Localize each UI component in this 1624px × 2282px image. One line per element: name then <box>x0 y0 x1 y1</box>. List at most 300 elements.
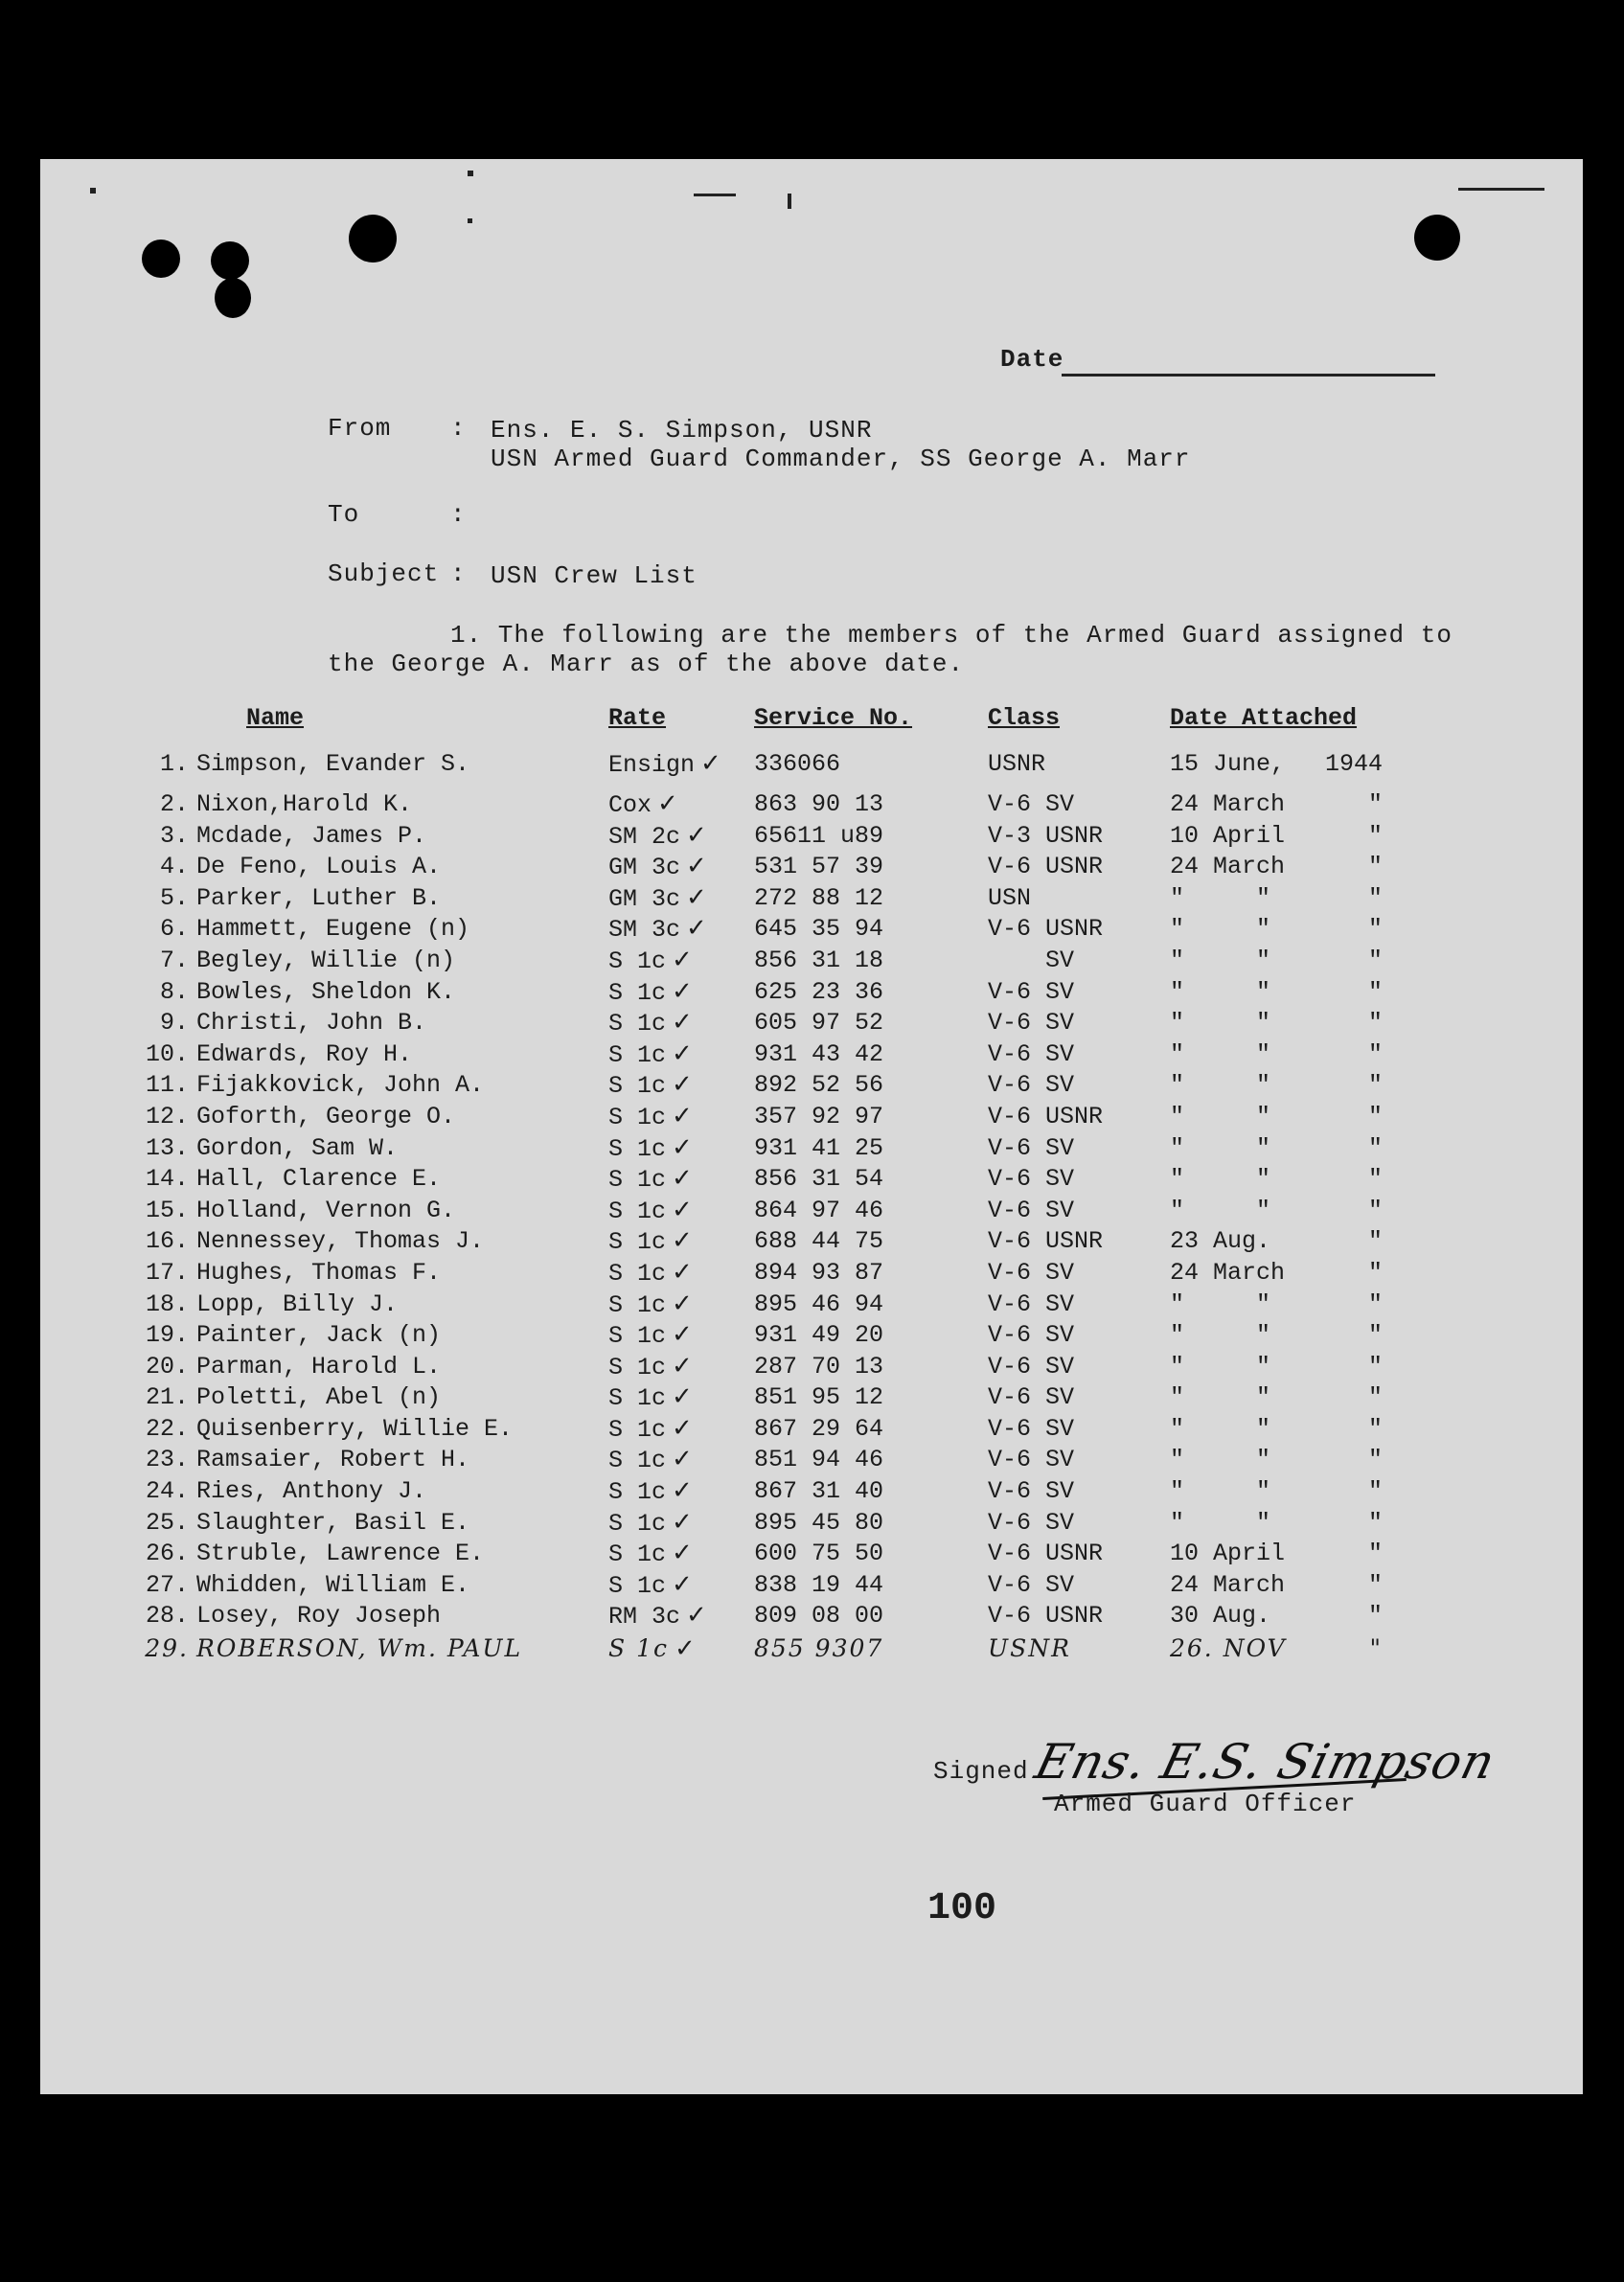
crew-service-no: 931 41 25 <box>754 1133 884 1162</box>
table-row <box>139 789 1383 821</box>
from-separator: : <box>450 414 467 443</box>
crew-table-body <box>139 740 1383 1665</box>
crew-date-year: " <box>1369 1633 1384 1662</box>
punch-hole <box>142 240 180 278</box>
crew-class: V-6 SV <box>988 1321 1075 1350</box>
crew-class: V-6 USNR <box>988 1540 1104 1568</box>
table-row <box>139 1289 1383 1321</box>
crew-service-no: 851 95 12 <box>754 1383 884 1412</box>
check-mark-icon: ✓ <box>672 976 693 1006</box>
crew-date-attached: " " <box>1170 1352 1271 1381</box>
punch-hole <box>215 278 251 318</box>
crew-rate <box>608 1539 754 1570</box>
crew-rate <box>608 1352 754 1383</box>
crew-date-year: " <box>1368 790 1384 818</box>
speck <box>1458 188 1544 191</box>
crew-service-no: 867 31 40 <box>754 1477 884 1506</box>
crew-name: Lopp, Billy J. <box>196 1289 399 1318</box>
table-row <box>139 977 1383 1009</box>
check-mark-icon: ✓ <box>700 748 721 778</box>
crew-class: V-6 SV <box>988 790 1075 818</box>
rate-value: S 1c <box>608 1259 667 1288</box>
crew-rate <box>608 1070 754 1102</box>
rate-value: S 1c <box>608 1197 667 1225</box>
crew-service-no: 856 31 54 <box>754 1165 884 1194</box>
crew-rate <box>608 1632 754 1665</box>
crew-rate <box>608 740 754 789</box>
signed-label: Signed <box>933 1757 1029 1786</box>
crew-date-year: " <box>1368 1414 1384 1443</box>
crew-date-attached: " " <box>1170 1071 1271 1100</box>
check-mark-icon: ✓ <box>672 1476 693 1506</box>
row-number: 9. <box>159 1009 189 1038</box>
row-number: 23. <box>145 1446 189 1474</box>
crew-service-no: 809 08 00 <box>754 1602 884 1631</box>
crew-service-no: 931 49 20 <box>754 1321 884 1350</box>
crew-rate <box>608 1508 754 1540</box>
row-number: 5. <box>159 883 189 912</box>
speck <box>90 188 96 194</box>
rate-value: S 1c <box>608 1322 667 1351</box>
crew-service-no: 600 75 50 <box>754 1540 884 1568</box>
row-number: 16. <box>145 1227 189 1256</box>
crew-name: Ries, Anthony J. <box>196 1477 427 1506</box>
crew-class: V-6 SV <box>988 1258 1075 1287</box>
rate-value: S 1c <box>608 947 667 975</box>
crew-name: Begley, Willie (n) <box>196 946 456 974</box>
crew-class: USNR <box>988 749 1046 778</box>
crew-date-year: " <box>1368 1602 1384 1631</box>
row-number: 25. <box>145 1508 189 1537</box>
crew-name: Hughes, Thomas F. <box>196 1258 442 1287</box>
rate-value: S 1c <box>608 1228 667 1257</box>
crew-rate <box>608 1226 754 1258</box>
subject-separator: : <box>450 559 467 588</box>
crew-date-attached: 30 Aug. <box>1170 1602 1271 1631</box>
crew-name: Holland, Vernon G. <box>196 1196 456 1224</box>
from-label: From <box>328 414 392 443</box>
check-mark-icon: ✓ <box>672 1539 693 1568</box>
crew-service-no: 357 92 97 <box>754 1102 884 1130</box>
crew-class: V-6 SV <box>988 1383 1075 1412</box>
rate-value: SM 2c <box>608 822 681 851</box>
row-number: 22. <box>145 1414 189 1443</box>
crew-date-attached: " " <box>1170 1446 1271 1474</box>
crew-date-year: " <box>1368 883 1384 912</box>
row-number: 12. <box>145 1102 189 1130</box>
check-mark-icon: ✓ <box>686 820 707 850</box>
crew-date-year: " <box>1368 853 1384 881</box>
table-row <box>139 1570 1383 1602</box>
crew-name: Ramsaier, Robert H. <box>196 1446 470 1474</box>
crew-name: Parker, Luther B. <box>196 883 442 912</box>
crew-name: Quisenberry, Willie E. <box>196 1414 514 1443</box>
check-mark-icon: ✓ <box>672 1195 693 1224</box>
crew-rate <box>608 946 754 977</box>
crew-date-year: " <box>1368 1102 1384 1130</box>
crew-name: Edwards, Roy H. <box>196 1039 413 1068</box>
row-number: 24. <box>145 1477 189 1506</box>
rate-value: S 1c <box>608 1040 667 1069</box>
rate-value: SM 3c <box>608 916 681 945</box>
table-row <box>139 1320 1383 1352</box>
crew-date-attached: 10 April <box>1170 821 1286 850</box>
row-number: 10. <box>145 1039 189 1068</box>
check-mark-icon: ✓ <box>672 1164 693 1194</box>
table-header-row <box>139 697 1383 740</box>
check-mark-icon: ✓ <box>672 1070 693 1100</box>
rate-value: RM 3c <box>608 1603 681 1632</box>
rate-value: S 1c <box>608 1134 667 1163</box>
check-mark-icon: ✓ <box>672 1351 693 1381</box>
column-header-class: Class <box>988 703 1061 732</box>
crew-rate <box>608 1102 754 1133</box>
crew-date-attached: 10 April <box>1170 1540 1286 1568</box>
crew-rate <box>608 1164 754 1196</box>
rate-value: S 1c <box>608 1010 667 1038</box>
crew-service-no: 336066 <box>754 749 841 778</box>
check-mark-icon: ✓ <box>672 1257 693 1287</box>
crew-date-attached: " " <box>1170 1477 1271 1506</box>
crew-service-no: 645 35 94 <box>754 915 884 944</box>
check-mark-icon: ✓ <box>672 1132 693 1162</box>
crew-name: Fijakkovick, John A. <box>196 1071 485 1100</box>
crew-date-attached: " " <box>1170 1196 1271 1224</box>
table-row <box>139 1226 1383 1258</box>
table-row <box>139 946 1383 977</box>
paragraph-line-2: the George A. Marr as of the above date. <box>328 650 965 678</box>
crew-date-year: " <box>1368 1321 1384 1350</box>
crew-rate <box>608 821 754 853</box>
punch-hole <box>349 215 397 262</box>
check-mark-icon: ✓ <box>674 1633 698 1663</box>
paragraph-line-1: 1. The following are the members of the Armed Guard assigned to <box>450 621 1452 650</box>
crew-date-year: " <box>1368 1540 1384 1568</box>
table-row <box>139 1352 1383 1383</box>
crew-class: V-6 USNR <box>988 1102 1104 1130</box>
officer-title: Armed Guard Officer <box>1054 1790 1357 1818</box>
table-row <box>139 1601 1383 1632</box>
crew-name: Goforth, George O. <box>196 1102 456 1130</box>
row-number: 17. <box>145 1258 189 1287</box>
punch-hole <box>211 241 249 280</box>
check-mark-icon: ✓ <box>672 1382 693 1412</box>
check-mark-icon: ✓ <box>657 789 678 818</box>
table-row <box>139 883 1383 915</box>
row-number: 8. <box>159 977 189 1006</box>
crew-rate <box>608 1414 754 1446</box>
table-row <box>139 821 1383 853</box>
table-row <box>139 852 1383 883</box>
signature: Ens. E.S. Simpson <box>1029 1734 1501 1790</box>
column-header-service-no: Service No. <box>754 703 913 732</box>
row-number: 20. <box>145 1352 189 1381</box>
to-separator: : <box>450 500 467 529</box>
row-number: 19. <box>145 1321 189 1350</box>
crew-date-attached: " " <box>1170 1508 1271 1537</box>
check-mark-icon: ✓ <box>672 1226 693 1256</box>
rate-value: S 1c <box>608 1540 667 1569</box>
row-number: 7. <box>159 946 189 974</box>
crew-service-no: 531 57 39 <box>754 853 884 881</box>
crew-service-no: 863 90 13 <box>754 790 884 818</box>
rate-value: Ensign <box>608 750 696 779</box>
crew-class: V-3 USNR <box>988 821 1104 850</box>
crew-name: Hammett, Eugene (n) <box>196 915 470 944</box>
row-number: 27. <box>145 1570 189 1599</box>
crew-date-year: " <box>1368 977 1384 1006</box>
check-mark-icon: ✓ <box>686 852 707 881</box>
rate-value: S 1c <box>608 978 667 1007</box>
speck <box>694 194 736 196</box>
crew-date-year: " <box>1368 1227 1384 1256</box>
column-header-date-attached: Date Attached <box>1170 703 1358 732</box>
crew-name: Parman, Harold L. <box>196 1352 442 1381</box>
rate-value: GM 3c <box>608 884 681 913</box>
row-number: 18. <box>145 1289 189 1318</box>
crew-class: V-6 SV <box>988 977 1075 1006</box>
rate-value: S 1c <box>608 1290 667 1319</box>
crew-rate <box>608 1196 754 1227</box>
table-row <box>139 1039 1383 1071</box>
crew-name: Nixon,Harold K. <box>196 790 413 818</box>
crew-name: ROBERSON, Wm. PAUL <box>196 1633 523 1662</box>
crew-date-attached: 24 March <box>1170 1570 1286 1599</box>
crew-rate <box>608 1289 754 1321</box>
rate-value: S 1c <box>608 1103 667 1131</box>
crew-date-attached: " " <box>1170 883 1271 912</box>
crew-class: USN <box>988 883 1032 912</box>
table-row <box>139 1133 1383 1165</box>
table-row <box>139 1632 1383 1665</box>
rate-value: S 1c <box>608 1633 669 1662</box>
check-mark-icon: ✓ <box>672 1101 693 1130</box>
crew-name: Gordon, Sam W. <box>196 1133 399 1162</box>
table-row <box>139 740 1383 789</box>
crew-service-no: 931 43 42 <box>754 1039 884 1068</box>
crew-service-no: 856 31 18 <box>754 946 884 974</box>
rate-value: GM 3c <box>608 854 681 882</box>
crew-class: V-6 SV <box>988 1196 1075 1224</box>
crew-rate <box>608 1445 754 1476</box>
crew-name: Whidden, William E. <box>196 1570 470 1599</box>
crew-class: V-6 SV <box>988 1165 1075 1194</box>
check-mark-icon: ✓ <box>672 1445 693 1474</box>
crew-date-year: " <box>1368 1289 1384 1318</box>
crew-name: Simpson, Evander S. <box>196 749 470 778</box>
crew-class: V-6 SV <box>988 1352 1075 1381</box>
crew-date-year: " <box>1368 1508 1384 1537</box>
crew-rate <box>608 1039 754 1071</box>
crew-name: Losey, Roy Joseph <box>196 1602 442 1631</box>
crew-date-year: " <box>1368 821 1384 850</box>
crew-date-attached: " " <box>1170 1165 1271 1194</box>
crew-class: V-6 SV <box>988 1570 1075 1599</box>
crew-date-year: " <box>1368 1039 1384 1068</box>
speck <box>468 218 472 223</box>
rate-value: S 1c <box>608 1571 667 1600</box>
crew-service-no: 65611 u89 <box>754 821 884 850</box>
crew-class: V-6 USNR <box>988 1602 1104 1631</box>
table-row <box>139 1445 1383 1476</box>
row-number: 6. <box>159 915 189 944</box>
check-mark-icon: ✓ <box>672 945 693 974</box>
crew-date-attached: " " <box>1170 1289 1271 1318</box>
crew-service-no: 867 29 64 <box>754 1414 884 1443</box>
crew-service-no: 272 88 12 <box>754 883 884 912</box>
row-number: 3. <box>159 821 189 850</box>
crew-class: V-6 USNR <box>988 1227 1104 1256</box>
crew-date-year: " <box>1368 915 1384 944</box>
crew-date-attached: " " <box>1170 915 1271 944</box>
check-mark-icon: ✓ <box>672 1413 693 1443</box>
crew-date-year: " <box>1368 1165 1384 1194</box>
crew-date-year: " <box>1368 1570 1384 1599</box>
rate-value: S 1c <box>608 1415 667 1444</box>
check-mark-icon: ✓ <box>686 1601 707 1631</box>
crew-name: De Feno, Louis A. <box>196 853 442 881</box>
crew-rate <box>608 1601 754 1632</box>
page-number: 100 <box>927 1887 997 1930</box>
crew-class: V-6 SV <box>988 1133 1075 1162</box>
crew-name: Hall, Clarence E. <box>196 1165 442 1194</box>
crew-table <box>139 697 1383 1665</box>
crew-rate <box>608 1320 754 1352</box>
table-row <box>139 914 1383 946</box>
crew-date-attached: 15 June, <box>1170 749 1286 778</box>
crew-rate <box>608 1570 754 1602</box>
check-mark-icon: ✓ <box>672 1320 693 1350</box>
crew-class: V-6 USNR <box>988 915 1104 944</box>
punch-hole <box>1414 215 1460 261</box>
table-row <box>139 1414 1383 1446</box>
crew-class: V-6 SV <box>988 1039 1075 1068</box>
crew-date-year: " <box>1368 1383 1384 1412</box>
crew-date-attached: " " <box>1170 1321 1271 1350</box>
crew-date-attached: " " <box>1170 1414 1271 1443</box>
crew-name: Mcdade, James P. <box>196 821 427 850</box>
crew-date-attached: 23 Aug. <box>1170 1227 1271 1256</box>
crew-name: Bowles, Sheldon K. <box>196 977 456 1006</box>
crew-service-no: 625 23 36 <box>754 977 884 1006</box>
crew-class: V-6 SV <box>988 1477 1075 1506</box>
table-row <box>139 1196 1383 1227</box>
row-number: 29. <box>145 1633 189 1662</box>
subject-value: USN Crew List <box>491 561 698 590</box>
check-mark-icon: ✓ <box>672 1507 693 1537</box>
crew-date-attached: 24 March <box>1170 853 1286 881</box>
from-line-2: USN Armed Guard Commander, SS George A. Marr <box>491 445 1191 473</box>
crew-service-no: 688 44 75 <box>754 1227 884 1256</box>
rate-value: S 1c <box>608 1166 667 1195</box>
crew-name: Poletti, Abel (n) <box>196 1383 442 1412</box>
row-number: 15. <box>145 1196 189 1224</box>
check-mark-icon: ✓ <box>672 1038 693 1068</box>
crew-class: V-6 USNR <box>988 853 1104 881</box>
table-row <box>139 1008 1383 1039</box>
crew-name: Slaughter, Basil E. <box>196 1508 470 1537</box>
crew-service-no: 895 46 94 <box>754 1289 884 1318</box>
check-mark-icon: ✓ <box>672 1008 693 1038</box>
row-number: 1. <box>159 749 189 778</box>
crew-name: Painter, Jack (n) <box>196 1321 442 1350</box>
crew-date-year: " <box>1368 1071 1384 1100</box>
speck <box>788 194 791 209</box>
column-header-name: Name <box>246 703 305 732</box>
crew-name: Nennessey, Thomas J. <box>196 1227 485 1256</box>
crew-date-attached: 24 March <box>1170 790 1286 818</box>
crew-class: V-6 SV <box>988 1071 1075 1100</box>
table-row <box>139 1508 1383 1540</box>
crew-date-attached: 26. NOV <box>1170 1633 1287 1662</box>
rate-value: S 1c <box>608 1072 667 1101</box>
rate-value: S 1c <box>608 1447 667 1475</box>
subject-label: Subject <box>328 559 440 588</box>
crew-service-no: 894 93 87 <box>754 1258 884 1287</box>
rate-value: Cox <box>608 791 652 819</box>
crew-date-year: 1944 <box>1325 749 1384 778</box>
crew-class: V-6 SV <box>988 1446 1075 1474</box>
check-mark-icon: ✓ <box>686 914 707 944</box>
check-mark-icon: ✓ <box>672 1569 693 1599</box>
crew-service-no: 895 45 80 <box>754 1508 884 1537</box>
crew-rate <box>608 883 754 915</box>
crew-date-attached: " " <box>1170 1009 1271 1038</box>
rate-value: S 1c <box>608 1509 667 1538</box>
crew-class: V-6 SV <box>988 1289 1075 1318</box>
crew-rate <box>608 1382 754 1414</box>
table-row <box>139 1102 1383 1133</box>
crew-date-attached: 24 March <box>1170 1258 1286 1287</box>
table-row <box>139 1164 1383 1196</box>
column-header-rate: Rate <box>608 703 667 732</box>
row-number: 4. <box>159 853 189 881</box>
crew-rate <box>608 914 754 946</box>
table-row <box>139 1382 1383 1414</box>
row-number: 26. <box>145 1540 189 1568</box>
crew-date-attached: " " <box>1170 977 1271 1006</box>
crew-service-no: 287 70 13 <box>754 1352 884 1381</box>
rate-value: S 1c <box>608 1353 667 1381</box>
crew-rate <box>608 1258 754 1289</box>
crew-rate <box>608 1133 754 1165</box>
crew-rate <box>608 1476 754 1508</box>
crew-date-attached: " " <box>1170 946 1271 974</box>
crew-class: SV <box>988 946 1075 974</box>
crew-service-no: 838 19 44 <box>754 1570 884 1599</box>
table-row <box>139 1070 1383 1102</box>
row-number: 21. <box>145 1383 189 1412</box>
crew-service-no: 892 52 56 <box>754 1071 884 1100</box>
crew-rate <box>608 789 754 821</box>
crew-date-year: " <box>1368 1133 1384 1162</box>
crew-date-year: " <box>1368 1196 1384 1224</box>
crew-service-no: 605 97 52 <box>754 1009 884 1038</box>
to-label: To <box>328 500 360 529</box>
crew-rate <box>608 852 754 883</box>
row-number: 11. <box>145 1071 189 1100</box>
table-row <box>139 1258 1383 1289</box>
date-line <box>1062 374 1435 377</box>
crew-date-attached: " " <box>1170 1383 1271 1412</box>
date-label: Date <box>1000 345 1064 374</box>
rate-value: S 1c <box>608 1478 667 1507</box>
crew-service-no: 855 9307 <box>754 1633 884 1662</box>
crew-date-attached: " " <box>1170 1133 1271 1162</box>
crew-date-year: " <box>1368 1446 1384 1474</box>
crew-class: V-6 SV <box>988 1508 1075 1537</box>
crew-rate <box>608 1008 754 1039</box>
